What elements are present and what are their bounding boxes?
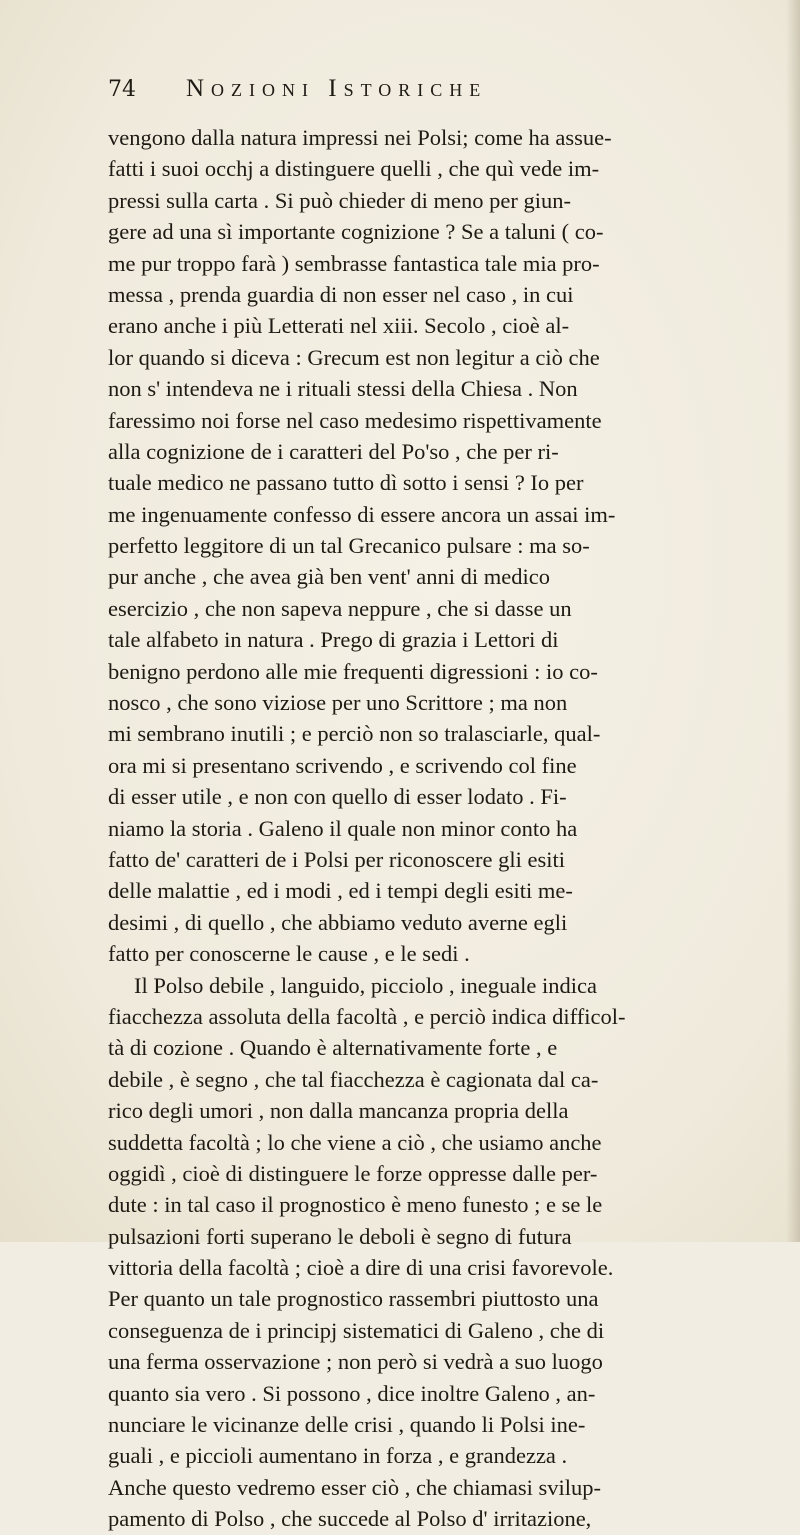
text-line: fatto per conoscerne le cause , e le sedi . — [108, 941, 470, 967]
text-line: una ferma osservazione ; non però si vedrà a suo luogo — [108, 1349, 603, 1375]
text-line: me pur troppo farà ) sembrasse fantastica tale mia pro- — [108, 250, 600, 276]
page-number: 74 — [108, 77, 136, 102]
text-line: tuale medico ne passano tutto dì sotto i sensi ? Io per — [108, 470, 584, 496]
text-line: suddetta facoltà ; lo che viene a ciò , che usiamo anche — [108, 1129, 602, 1155]
text-line: lor quando si diceva : Grecum est non legitur a ciò che — [108, 344, 600, 370]
text-line: gere ad una sì importante cognizione ? Se a taluni ( co- — [108, 219, 604, 245]
text-line: quanto sia vero . Si possono , dice inoltre Galeno , an- — [108, 1380, 596, 1406]
text-line: perfetto leggitore di un tal Grecanico pulsare : ma so- — [108, 533, 590, 559]
text-line: niamo la storia . Galeno il quale non minor conto ha — [108, 815, 578, 841]
text-line: nosco , che sono viziose per uno Scrittore ; ma non — [108, 690, 568, 716]
text-line: erano anche i più Letterati nel xiii. Secolo , cioè al- — [108, 313, 570, 339]
text-line: Il Polso debile , languido, picciolo , ineguale indica — [134, 972, 598, 998]
body-text — [108, 122, 780, 1535]
text-line: alla cognizione de i caratteri del Po'so , che per ri- — [108, 438, 559, 464]
text-line: ora mi si presentano scrivendo , e scrivendo col fine — [108, 752, 577, 778]
text-line: guali , e piccioli aumentano in forza , e grandezza . — [108, 1443, 568, 1469]
text-line: pur anche , che avea già ben vent' anni di medico — [108, 564, 550, 590]
text-line: desimi , di quello , che abbiamo veduto averne egli — [108, 909, 568, 935]
text-line: debile , è segno , che tal fiacchezza è cagionata dal ca- — [108, 1066, 599, 1092]
text-line: non s' intendeva ne i rituali stessi della Chiesa . Non — [108, 376, 578, 402]
text-line: pamento di Polso , che succede al Polso d' irritazione, — [108, 1506, 592, 1532]
text-line: benigno perdono alle mie frequenti digressioni : io co- — [108, 658, 598, 684]
text-line: di esser utile , e non con quello di esser lodato . Fi- — [108, 784, 567, 810]
text-line: tà di cozione . Quando è alternativamente forte , e — [108, 1035, 558, 1061]
text-line: messa , prenda guardia di non esser nel caso , in cui — [108, 281, 574, 307]
text-line: fatti i suoi occhj a distinguere quelli , che quì vede im- — [108, 156, 600, 182]
text-line: mi sembrano inutili ; e perciò non so tralasciarle, qual- — [108, 721, 601, 747]
text-line: dute : in tal caso il prognostico è meno funesto ; e se le — [108, 1192, 603, 1218]
text-line: me ingenuamente confesso di essere ancora un assai im- — [108, 501, 616, 527]
text-line: Per quanto un tale prognostico rassembri piuttosto una — [108, 1286, 599, 1312]
page-header — [108, 75, 758, 109]
text-line: oggidì , cioè di distinguere le forze oppresse dalle per- — [108, 1160, 598, 1186]
text-line: vittoria della facoltà ; cioè a dire di una crisi favorevole. — [108, 1255, 614, 1281]
text-line: fatto de' caratteri de i Polsi per riconoscere gli esiti — [108, 846, 566, 872]
text-line: Anche questo vedremo esser ciò , che chiamasi svilup- — [108, 1474, 601, 1500]
text-line: conseguenza de i principj sistematici di Galeno , che di — [108, 1317, 605, 1343]
text-line: delle malattie , ed i modi , ed i tempi degli esiti me- — [108, 878, 573, 904]
text-line: fiacchezza assoluta della facoltà , e perciò indica difficol- — [108, 1003, 626, 1029]
text-line: pulsazioni forti superano le deboli è segno di futura — [108, 1223, 572, 1249]
text-line: rico degli umori , non dalla mancanza propria della — [108, 1098, 569, 1124]
text-line: nunciare le vicinanze delle crisi , quando li Polsi ine- — [108, 1412, 586, 1438]
page-edge-shadow — [786, 0, 800, 1242]
text-line: faressimo noi forse nel caso medesimo rispettivamente — [108, 407, 602, 433]
running-title: Nozioni Istoriche — [186, 75, 488, 102]
text-line: vengono dalla natura impressi nei Polsi; come ha assue- — [108, 125, 612, 150]
text-line: tale alfabeto in natura . Prego di grazia i Lettori di — [108, 627, 559, 653]
text-line: esercizio , che non sapeva neppure , che si dasse un — [108, 595, 572, 621]
text-line: pressi sulla carta . Si può chieder di meno per giun- — [108, 187, 571, 213]
